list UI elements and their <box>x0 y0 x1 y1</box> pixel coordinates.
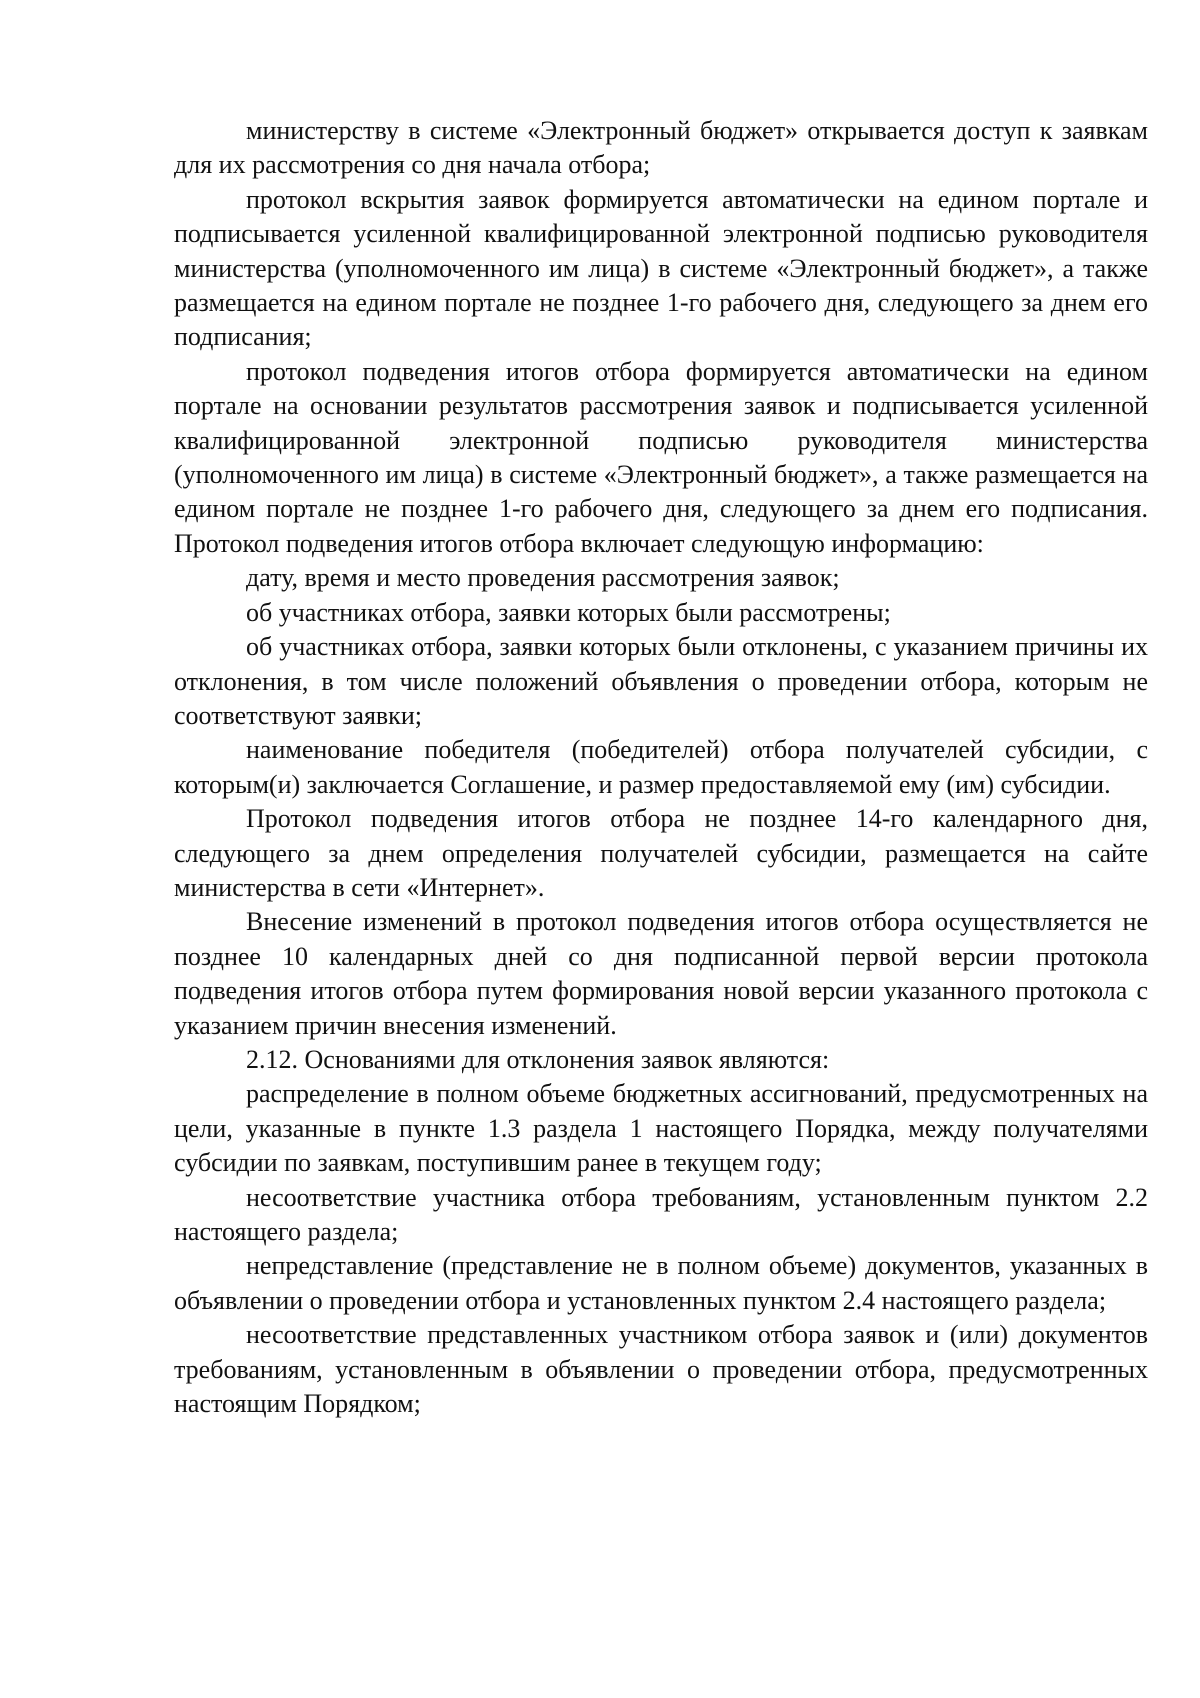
paragraph-date-time-place: дату, время и место проведения рассмотрения заявок; <box>246 563 840 593</box>
paragraph-reviewed-participants: об участниках отбора, заявки которых были рассмотрены; <box>246 597 891 627</box>
paragraph-section-2-12-heading: 2.12. Основаниями для отклонения заявок являются: <box>246 1044 830 1074</box>
paragraph-opening-protocol: протокол вскрытия заявок формируется автоматически на едином портале и подписывается усиленной квалифицированной электронной подписью руководителя министерства (уполномоченного им лица) в системе «Электронный бюджет», а также размещается на едином портале не позднее 1-го рабочего дня, следующего за днем его подписания; <box>174 184 1148 352</box>
paragraph-missing-documents: непредставление (представление не в полном объеме) документов, указанных в объявлении о проведении отбора и установленных пунктом 2.4 настоящего раздела; <box>174 1251 1148 1315</box>
paragraph-winners: наименование победителя (победителей) отбора получателей субсидии, с которым(и) заключается Соглашение, и размер предоставляемой ему (им) субсидии. <box>174 735 1148 799</box>
paragraph-participant-noncompliance: несоответствие участника отбора требованиям, установленным пунктом 2.2 настоящего раздела; <box>174 1182 1148 1246</box>
document-body <box>174 114 1148 1421</box>
paragraph-budget-allocation: распределение в полном объеме бюджетных ассигнований, предусмотренных на цели, указанные в пункте 1.3 раздела 1 настоящего Порядка, между получателями субсидии по заявкам, поступившим ранее в текущем году; <box>174 1079 1148 1178</box>
paragraph-application-noncompliance: несоответствие представленных участником отбора заявок и (или) документов требованиям, установленным в объявлении о проведении отбора, предусмотренных настоящим Порядком; <box>174 1320 1148 1419</box>
paragraph-protocol-changes: Внесение изменений в протокол подведения итогов отбора осуществляется не позднее 10 календарных дней со дня подписанной первой версии протокола подведения итогов отбора путем формирования новой версии указанного протокола с указанием причин внесения изменений. <box>174 907 1148 1040</box>
paragraph-rejected-participants: об участниках отбора, заявки которых были отклонены, с указанием причины их отклонения, в том числе положений объявления о проведении отбора, которым не соответствуют заявки; <box>174 632 1148 730</box>
paragraph-protocol-publication: Протокол подведения итогов отбора не позднее 14-го календарного дня, следующего за днем определения получателей субсидии, размещается на сайте министерства в сети «Интернет». <box>174 804 1148 902</box>
paragraph-ministry-access: министерству в системе «Электронный бюджет» открывается доступ к заявкам для их рассмотрения со дня начала отбора; <box>174 116 1148 180</box>
paragraph-results-protocol: протокол подведения итогов отбора формируется автоматически на едином портале на основании результатов рассмотрения заявок и подписывается усиленной квалифицированной электронной подписью руководителя министерства (уполномоченного им лица) в системе «Электронный бюджет», а также размещается на едином портале не позднее 1-го рабочего дня, следующего за днем его подписания. Протокол подведения итогов отбора включает следующую информацию: <box>174 356 1148 558</box>
